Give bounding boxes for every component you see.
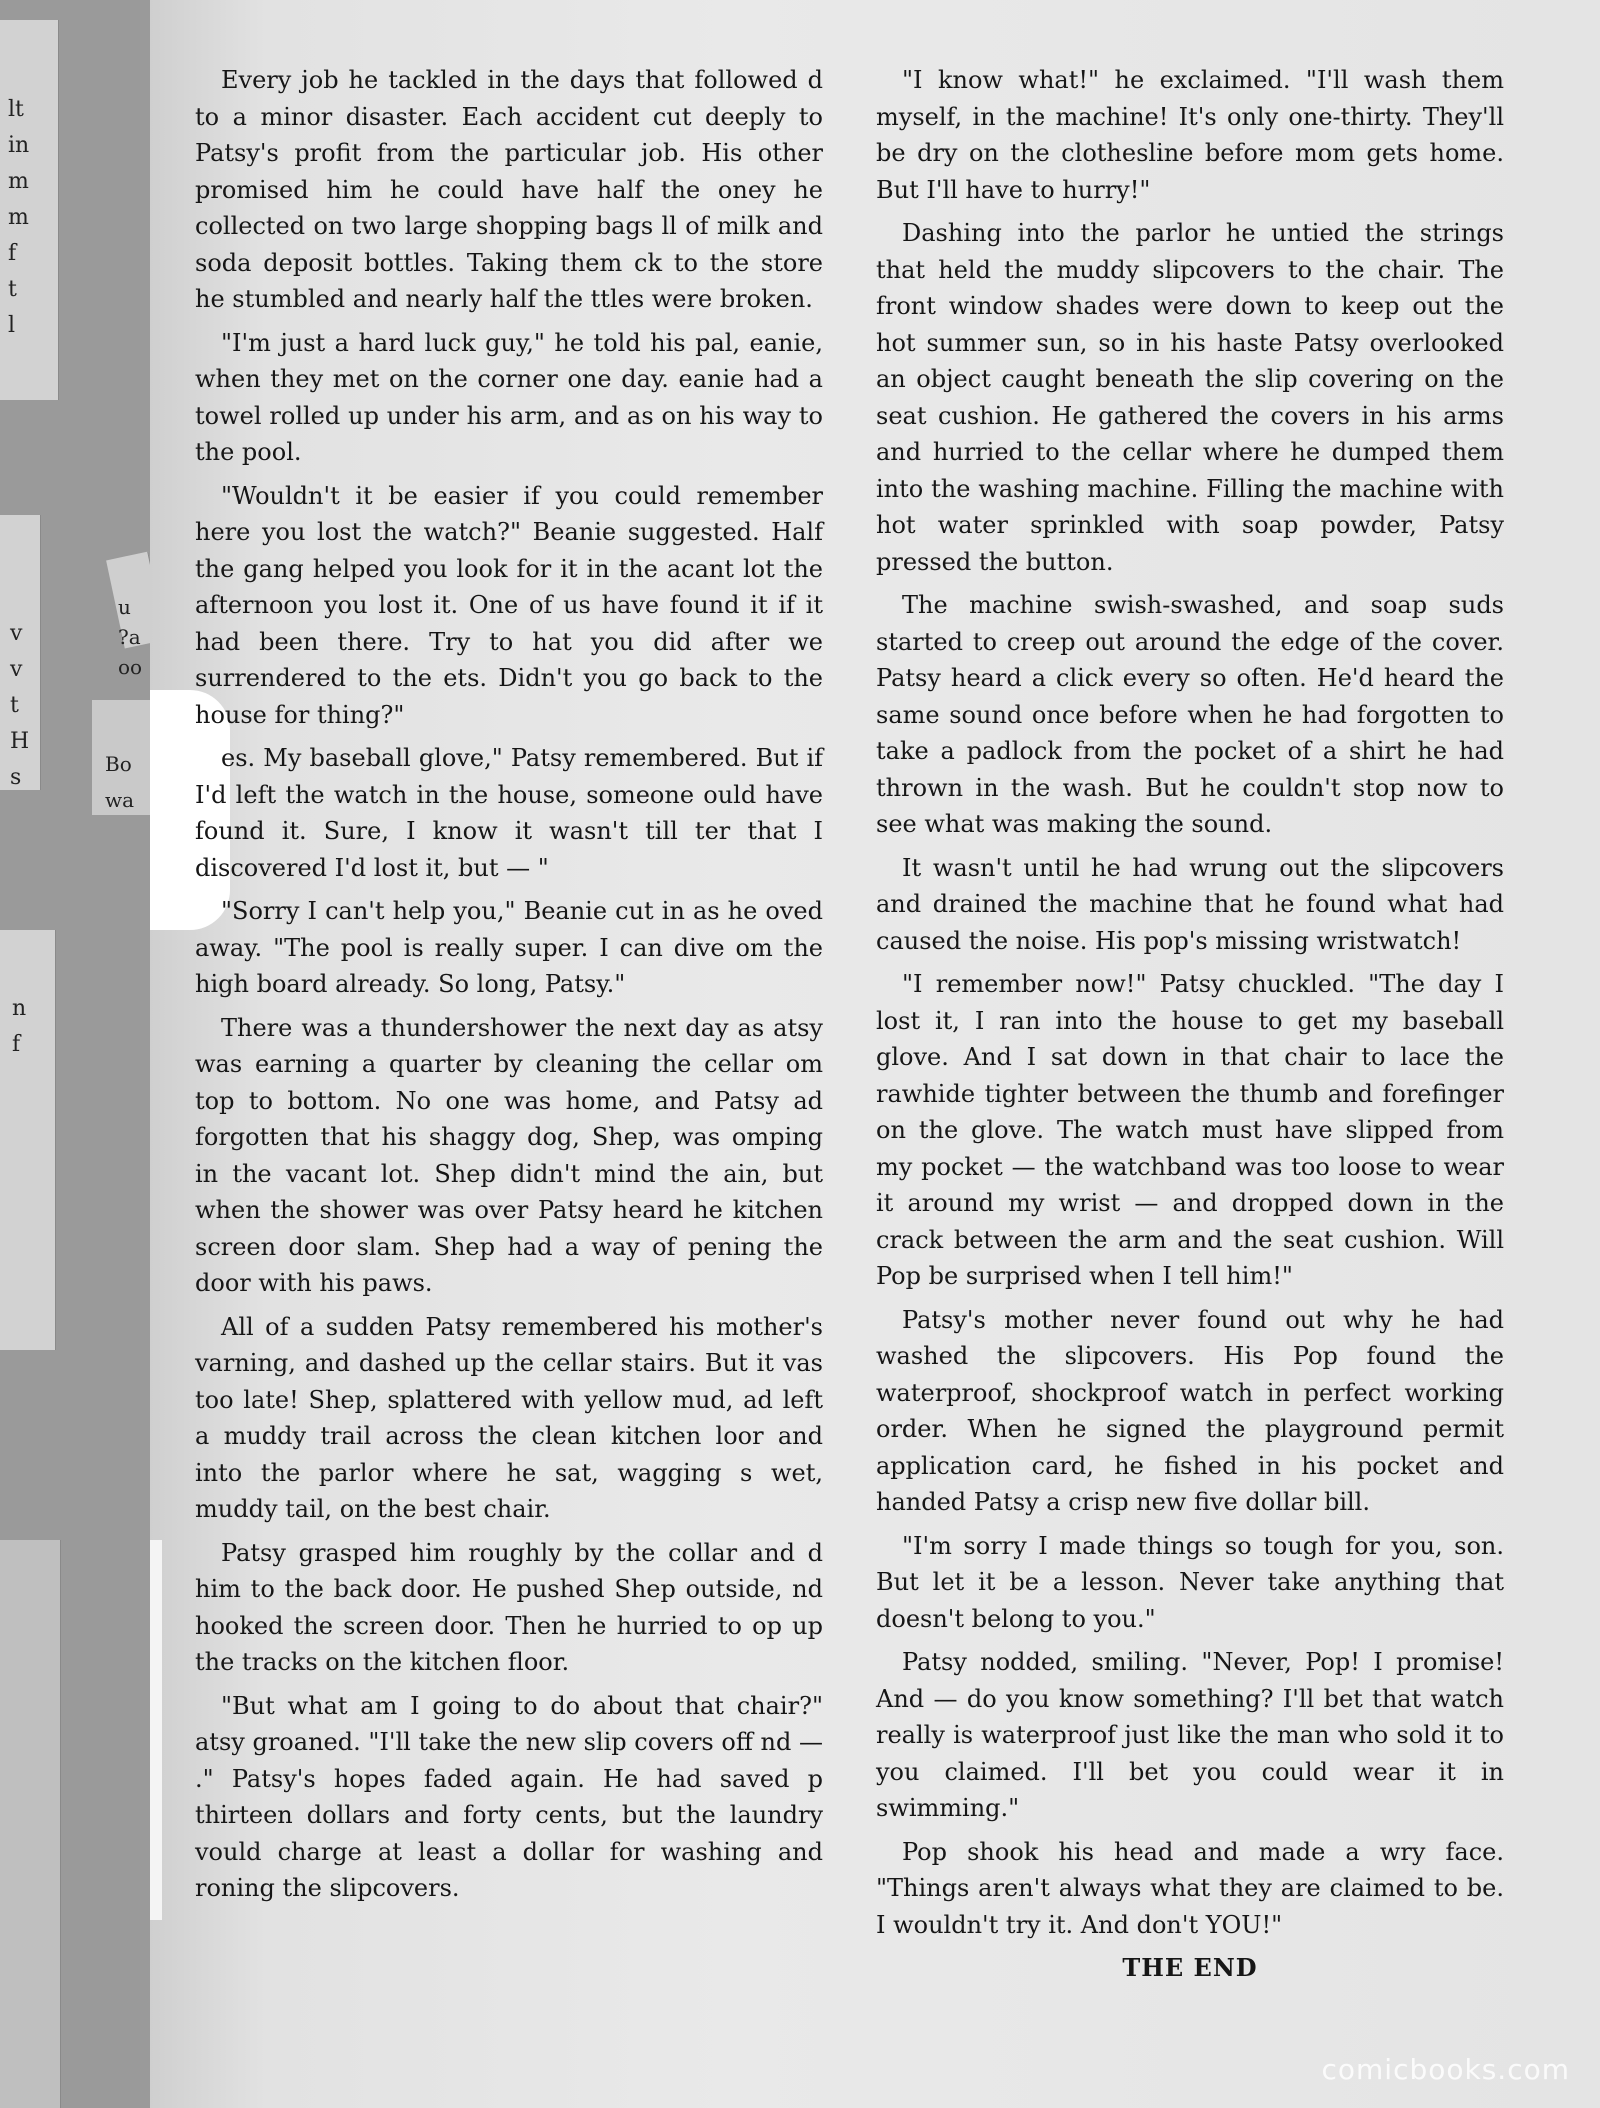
fragment-letter: oo — [118, 655, 143, 679]
site-watermark: comicbooks.com — [1321, 2053, 1570, 2086]
fragment-letter: H — [10, 729, 30, 754]
story-paragraph: Pop shook his head and made a wry face. "Things aren't always what they are claimed to be. I wouldn't try it. And don't YOU!" — [876, 1837, 1504, 1939]
story-paragraph: "I remember now!" Patsy chuckled. "The day I lost it, I ran into the house to get my baseball glove. And I sat down in that chair to lace the rawhide tighter between the thumb and forefinger on the glove. The watch must have slipped from my pocket — the watchband was too loose to wear it around my wrist — and dropped down in the crack between the arm and the seat cushion. Will Pop be surprised when I tell him!" — [876, 970, 1504, 1290]
story-paragraph: es. My baseball glove," Patsy remembered. But if I'd left the watch in the house, someone ould have found it. Sure, I know it wasn't till ter that I discovered I'd lost it, but — " — [195, 744, 823, 882]
story-paragraph: There was a thundershower the next day as atsy was earning a quarter by cleaning the cellar om top to bottom. No one was home, and Patsy ad forgotten that his shaggy dog, Shep, was omping in the vacant lot. Shep didn't mind the ain, but when the shower was over Patsy heard he kitchen screen door slam. Shep had a way of pening the door with his paws. — [195, 1013, 823, 1297]
story-paragraph: "But what am I going to do about that chair?" atsy groaned. "I'll take the new slip covers off nd — ." Patsy's hopes faded again. He had saved p thirteen dollars and forty cents, but the laundry vould charge at least a dollar for washing and roning the slipcovers. — [195, 1691, 823, 1902]
story-paragraph: "Sorry I can't help you," Beanie cut in as he oved away. "The pool is really super. I can dive om the high board already. So long, Patsy." — [195, 897, 823, 998]
story-ending: THE END — [1122, 1953, 1258, 1982]
fragment-letter: n — [12, 996, 27, 1021]
story-paragraph: Patsy nodded, smiling. "Never, Pop! I promise! And — do you know something? I'll bet that watch really is waterproof just like the man who sold it to you claimed. I'll bet you could wear it in swimming." — [876, 1648, 1504, 1822]
fragment-letter: f — [8, 241, 17, 266]
fragment-letter: t — [10, 693, 19, 718]
torn-scrap-a-text — [118, 562, 142, 682]
fragment-letter: f — [12, 1032, 21, 1057]
right-column — [876, 62, 1504, 1994]
story-paragraph: Every job he tackled in the days that followed d to a minor disaster. Each accident cut deeply to Patsy's profit from the particular job. His other promised him he could have half the oney he collected on two large shopping bags ll of milk and soda deposit bottles. Taking them ck to the store he stumbled and nearly half the ttles were broken. — [195, 66, 823, 313]
fragment-letter: wa — [105, 788, 135, 812]
story-paragraph: "I know what!" he exclaimed. "I'll wash them myself, in the machine! It's only one-thirty. They'll be dry on the clothesline before mom gets home. But I'll have to hurry!" — [876, 66, 1504, 204]
fragment-letter: m — [8, 169, 29, 194]
story-paragraph: Dashing into the parlor he untied the strings that held the muddy slipcovers to the chair. The front window shades were down to keep out the hot summer sun, so in his haste Patsy overlooked an object caught beneath the slip covering on the seat cushion. He gathered the covers in his arms and hurried to the cellar where he dumped them into the washing machine. Filling the machine with hot water sprinkled with soap powder, Patsy pressed the button. — [876, 219, 1504, 576]
story-paragraph: "Wouldn't it be easier if you could remember here you lost the watch?" Beanie suggested. Half the gang helped you look for it in the acant lot the afternoon you lost it. One of us have found it if it had been there. Try to hat you did after we surrendered to the ets. Didn't you go back to the house for thing?" — [195, 481, 823, 729]
fragment-letter: v — [10, 657, 23, 682]
fragment-letter: v — [10, 621, 23, 646]
fragment-letter: t — [8, 277, 17, 302]
torn-fragment-lower-text — [12, 955, 26, 1063]
story-paragraph: "I'm just a hard luck guy," he told his pal, eanie, when they met on the corner one day. eanie had a towel rolled up under his arm, and as on his way to the pool. — [195, 328, 823, 466]
fragment-letter: ?a — [118, 625, 141, 649]
torn-edge-white — [150, 1540, 162, 1920]
torn-fragment-middle-text — [10, 580, 29, 796]
torn-fragment-bottom — [0, 1540, 61, 2108]
story-paragraph: It wasn't until he had wrung out the slipcovers and drained the machine that he found what had caused the noise. His pop's missing wristwatch! — [876, 853, 1504, 955]
story-paragraph: The machine swish-swashed, and soap suds started to creep out around the edge of the cover. Patsy heard a click every so often. He'd heard the same sound once before when he had forgotten to take a padlock from the pocket of a shirt he had thrown in the wash. But he couldn't stop now to see what was making the sound. — [876, 591, 1504, 838]
story-paragraph: All of a sudden Patsy remembered his mother's varning, and dashed up the cellar stairs. But it vas too late! Shep, splattered with yellow mud, ad left a muddy trail across the clean kitchen loor and into the parlor where he sat, wagging s wet, muddy tail, on the best chair. — [195, 1312, 823, 1523]
left-column — [195, 62, 823, 1914]
fragment-letter: lt — [8, 97, 24, 122]
fragment-letter: in — [8, 133, 30, 158]
torn-scrap-b-text — [105, 710, 134, 818]
story-paragraph: Patsy's mother never found out why he had washed the slipcovers. His Pop found the waterproof, shockproof watch in perfect working order. When he signed the playground permit application card, he fished in his pocket and handed Patsy a crisp new five dollar bill. — [876, 1305, 1504, 1516]
fragment-letter: Bo — [105, 752, 132, 776]
fragment-letter: m — [8, 205, 29, 230]
torn-fragment-lower — [0, 930, 56, 1350]
fragment-letter: l — [8, 313, 16, 338]
fragment-letter: s — [10, 765, 22, 790]
story-paragraph: "I'm sorry I made things so tough for you, son. But let it be a lesson. Never take anything that doesn't belong to you." — [876, 1531, 1504, 1633]
torn-fragment-upper-text — [8, 56, 29, 344]
story-paragraph: Patsy grasped him roughly by the collar and d him to the back door. He pushed Shep outside, nd hooked the screen door. Then he hurried to op up the tracks on the kitchen floor. — [195, 1538, 823, 1676]
fragment-letter: u — [118, 595, 131, 619]
